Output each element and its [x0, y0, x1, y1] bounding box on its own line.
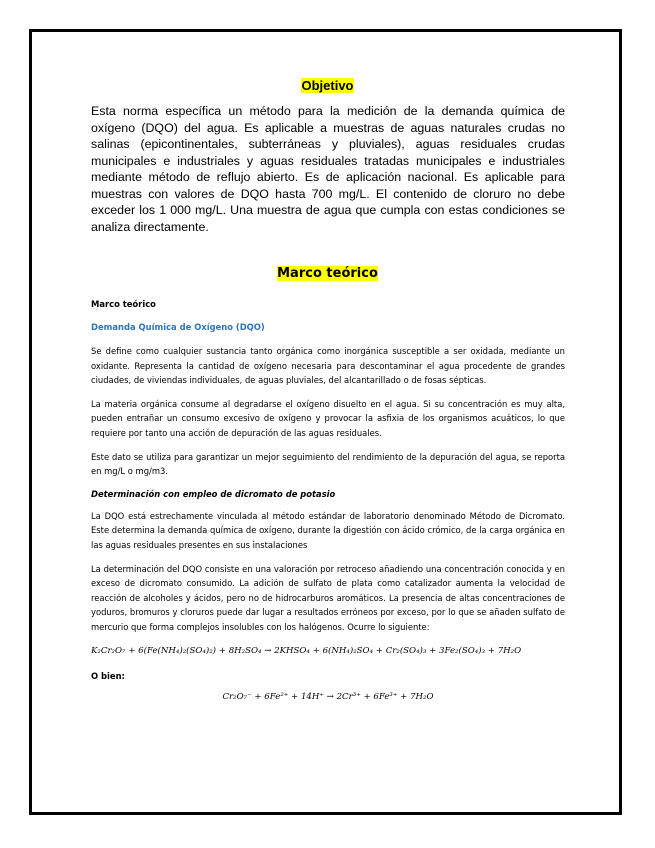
dqo-subheading: Demanda Química de Oxígeno (DQO) [91, 322, 265, 332]
objetivo-title-row [0, 78, 655, 93]
paragraph-organic-matter: La materia orgánica consume al degradarse el oxígeno disuelto en el agua. Si su concentración es muy alta, pueden entrañar un consumo excesivo de oxígeno y provocar la asfixia de los organismos acuáticos, lo que requiere por tanto una acción de depuración de las aguas residuales. [91, 398, 565, 438]
objetivo-paragraph: Esta norma específica un método para la medición de la demanda química de oxígeno (DQO) del agua. Es aplicable a muestras de aguas naturales crudas no salinas (epicontinentales, subterráneas y pluviales), aguas residuales crudas municipales e industriales y aguas residuales tratadas municipales e industriales mediante método de reflujo abierto. Es de aplicación nacional. Es aplicable para muestras con valores de DQO hasta 700 mg/L. El contenido de cloruro no debe exceder los 1 000 mg/L. Una muestra de agua que cumpla con estas condiciones se analiza directamente. [91, 104, 565, 234]
marco-title-row [0, 266, 655, 281]
marco-heading: Marco teórico [91, 299, 156, 309]
paragraph-dichromate-method: La DQO está estrechamente vinculada al método estándar de laboratorio denominado Método de Dicromato. Este determina la demanda química de oxígeno, durante la digestión con ácido crómico, de la carga orgánica en las aguas residuales presentes en sus instalaciones [91, 510, 565, 550]
equation-full: K₂Cr₂O₇ + 6(Fe(NH₄)₂(SO₄)₂) + 8H₂SO₄ → 2KHSO₄ + 6(NH₄)₂SO₄ + Cr₂(SO₄)₃ + 3Fe₂(SO₄)₃ + 7H₂O [91, 645, 522, 656]
paragraph-definition: Se define como cualquier sustancia tanto orgánica como inorgánica susceptible a ser oxidada, mediante un oxidante. Representa la cantidad de oxígeno necesaria para descontaminar el agua procedente de grandes ciudades, de viviendas individuales, de aguas pluviales, del alcantarillado o de fosas sépticas. [91, 346, 565, 386]
dichromate-subheading: Determinación con empleo de dicromato de potasio [91, 488, 336, 499]
objetivo-title: Objetivo [301, 78, 354, 93]
o-bien-label: O bien: [91, 670, 125, 681]
paragraph-determination: La determinación del DQO consiste en una valoración por retroceso añadiendo una concentración conocida y en exceso de dicromato consumido. La adición de sulfato de plata como catalizador aumenta la velocidad de reacción de alcoholes y ácidos, pero no de hidrocarburos aromáticos. La presencia de altas concentraciones de yoduros, bromuros y cloruros puede dar lugar a resultados erróneos por exceso, por lo que se añaden sulfato de mercurio que forma complejos insolubles con los halógenos. Ocurre lo siguiente: [91, 563, 565, 632]
equation-ionic: Cr₂O₇⁻ + 6Fe²⁺ + 14H⁺ → 2Cr³⁺ + 6Fe³⁺ + 7H₂O [222, 691, 434, 702]
marco-content [91, 298, 565, 704]
marco-title: Marco teórico [277, 266, 378, 281]
paragraph-units: Este dato se utiliza para garantizar un mejor seguimiento del rendimiento de la depuración del agua, se reporta en mg/L o mg/m3. [91, 451, 565, 477]
